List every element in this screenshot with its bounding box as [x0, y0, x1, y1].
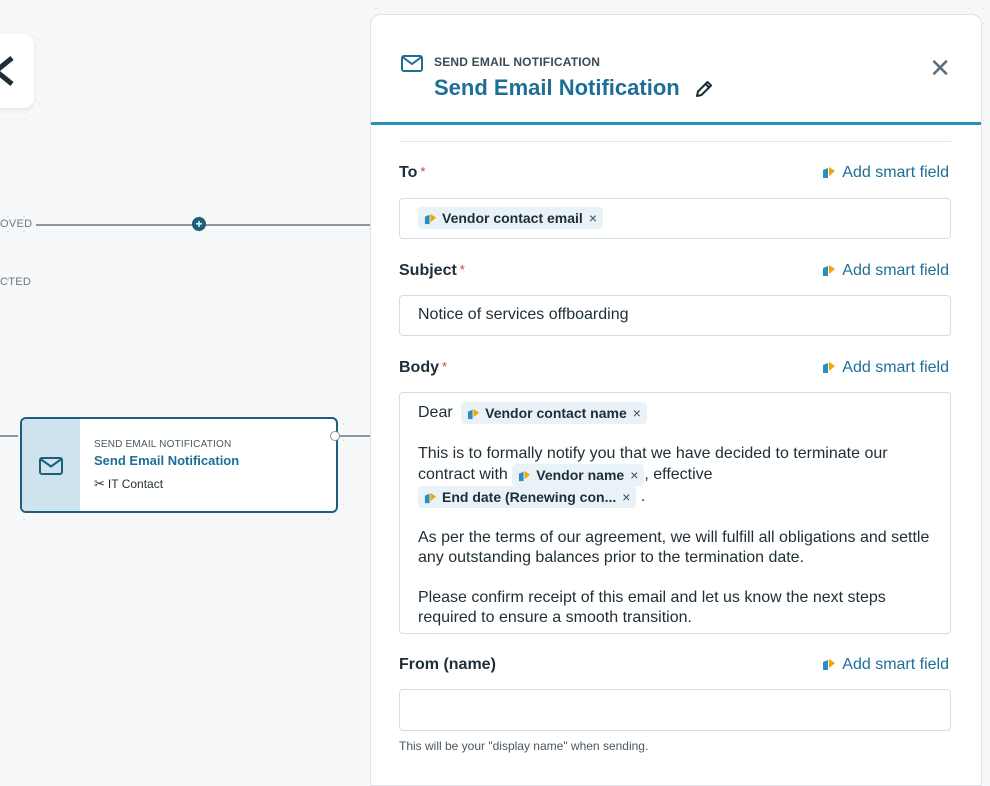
close-icon[interactable]: ✕ [929, 53, 951, 83]
chip-label: Vendor name [536, 467, 625, 483]
required-mark: * [459, 262, 465, 277]
node-subtitle-text: IT Contact [107, 477, 164, 491]
smart-field-icon [518, 469, 531, 482]
body-greeting [418, 402, 932, 424]
body-content [400, 393, 950, 628]
body-paragraph-2: As per the terms of our agreement, we will fulfill all obligations and settle any outstanding balances prior to the termination date. [418, 529, 930, 566]
chip-remove-button[interactable]: × [632, 405, 641, 421]
subject-value: Notice of services offboarding [418, 306, 629, 323]
edge-label-approved: OVED [0, 218, 33, 230]
node-kind-label: SEND EMAIL NOTIFICATION [94, 439, 232, 450]
send-email-node[interactable] [20, 417, 338, 513]
subject-label-text: Subject [399, 262, 457, 279]
body-paragraph-3: Please confirm receipt of this email and let us know the next steps required to ensure a smooth transition. [418, 589, 886, 626]
smart-field-icon [467, 407, 480, 420]
panel-kind-label: SEND EMAIL NOTIFICATION [434, 55, 601, 69]
edge-label-rejected: CTED [0, 276, 32, 288]
chip-remove-button[interactable]: × [588, 210, 598, 226]
subject-input[interactable] [399, 295, 951, 336]
add-smart-field-from[interactable] [822, 656, 949, 674]
chevron-left-icon [0, 56, 16, 86]
smart-field-chip [461, 402, 647, 424]
mail-icon [401, 55, 423, 72]
panel-header [371, 15, 981, 125]
chip-label: Vendor contact email [442, 210, 583, 226]
add-smart-field-to[interactable] [822, 164, 949, 182]
mail-icon [39, 457, 63, 475]
node-title: Send Email Notification [94, 453, 240, 468]
smart-field-icon [822, 360, 836, 374]
smart-field-chip [512, 464, 644, 486]
panel-title [434, 75, 714, 101]
add-smart-field-label: Add smart field [842, 164, 949, 181]
paragraph-text: . [640, 488, 646, 506]
edge-out-node [338, 435, 372, 437]
add-smart-field-label: Add smart field [842, 359, 949, 376]
smart-field-icon [822, 165, 836, 179]
divider [399, 141, 951, 142]
add-smart-field-subject[interactable] [822, 262, 949, 280]
add-smart-field-label: Add smart field [842, 656, 949, 673]
paragraph-text: This is to formally notify you that we have decided to terminate our contract with [418, 445, 888, 484]
workflow-canvas[interactable] [0, 0, 372, 771]
to-field[interactable] [399, 198, 951, 239]
to-label-text: To [399, 164, 418, 181]
from-name-input[interactable] [399, 689, 951, 731]
smart-field-icon [822, 657, 836, 671]
smart-field-icon [822, 263, 836, 277]
collapse-card[interactable] [0, 34, 34, 108]
smart-field-icon [424, 491, 437, 504]
body-label-text: Body [399, 359, 439, 376]
add-smart-field-label: Add smart field [842, 262, 949, 279]
node-icon-box [22, 419, 80, 511]
subject-label [399, 262, 465, 280]
chip-remove-button[interactable]: × [622, 489, 631, 505]
smart-field-chip [418, 486, 636, 508]
panel-title-text: Send Email Notification [434, 75, 680, 100]
paragraph-text: , effective [644, 466, 713, 484]
settings-panel [370, 14, 982, 786]
pencil-icon[interactable] [694, 79, 714, 99]
smart-field-chip [418, 207, 603, 229]
greeting-text: Dear [418, 404, 453, 422]
chip-label: Vendor contact name [485, 405, 627, 421]
required-mark: * [420, 164, 426, 179]
to-label [399, 164, 425, 182]
tools-icon: ✂ [94, 476, 105, 491]
from-name-hint: This will be your "display name" when sending. [399, 739, 649, 753]
required-mark: * [442, 359, 448, 374]
chip-label: End date (Renewing con... [442, 489, 617, 505]
add-step-button[interactable]: + [192, 217, 206, 231]
chip-remove-button[interactable]: × [630, 467, 639, 483]
from-name-label: From (name) [399, 656, 496, 673]
body-label [399, 359, 447, 377]
node-output-port[interactable] [330, 431, 340, 441]
node-subtitle [94, 476, 163, 492]
body-paragraph-1 [418, 444, 932, 508]
add-smart-field-body[interactable] [822, 359, 949, 377]
edge-into-node [0, 435, 18, 437]
body-editor[interactable] [399, 392, 951, 634]
smart-field-icon [424, 212, 437, 225]
